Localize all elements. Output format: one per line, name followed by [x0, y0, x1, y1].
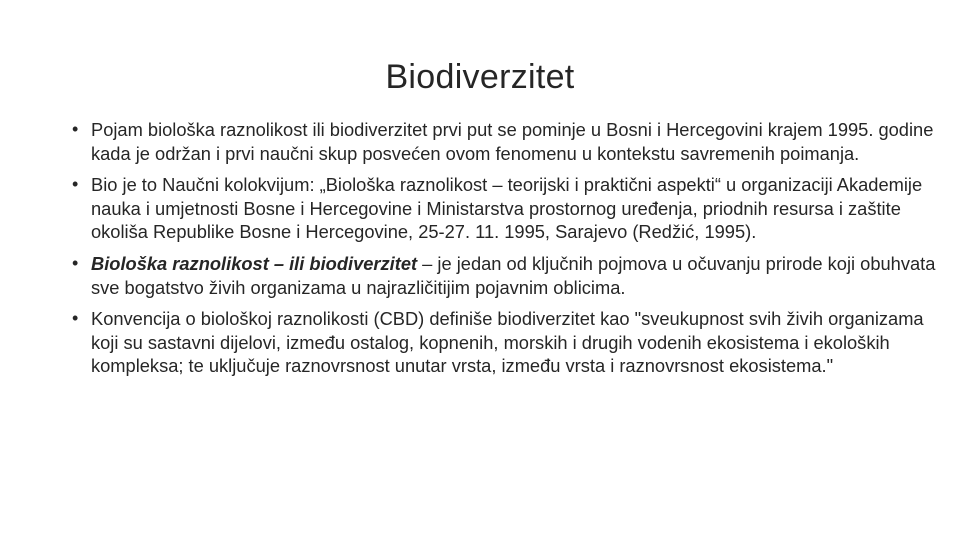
bullet-emphasis: Biološka raznolikost – ili biodiverzitet: [91, 252, 418, 274]
bullet-list: [72, 118, 942, 386]
bullet-text: Pojam biološka raznolikost ili biodiverzitet prvi put se pominje u Bosni i Hercegovini krajem 1995. godine kada je održan i prvi naučni skup posvećen ovom fenomenu u kontekstu savremenih poimanja.: [91, 119, 934, 164]
bullet-text: Konvencija o biološkoj raznolikosti (CBD) definiše biodiverzitet kao "sveukupnost svih živih organizama koji su sastavni dijelovi, između ostalog, kopnenih, morskih i drugih vodenih ekosistema i ekoloških kompleksa; te uključuje raznovrsnost unutar vrsta, između vrsta i raznovrsnost ekosistema.": [91, 308, 924, 377]
bullet-dot: •: [72, 174, 79, 195]
bullet-dot: •: [72, 252, 79, 273]
bullet-dot: •: [72, 308, 79, 329]
bullet-text: – je jedan od ključnih pojmova u očuvanju prirode koji obuhvata sve bogatstvo živih organizama u najrazličitijim pojavnim oblicima.: [91, 252, 936, 298]
bullet-item: [72, 252, 942, 299]
bullet-item: [72, 118, 942, 165]
bullet-text: Bio je to Naučni kolokvijum: „Biološka raznolikost – teorijski i praktični aspekti“ u organizaciji Akademije nauka i umjetnosti Bosne i Hercegovine i Ministarstva prostornog uređenja, priodnih resursa i zaštite okoliša Republike Bosne i Hercegovine, 25-27. 11. 1995, Sarajevo (Redžić, 1995).: [91, 174, 923, 243]
bullet-item: [72, 173, 942, 244]
bullet-dot: •: [72, 119, 79, 139]
bullet-item: [72, 307, 942, 378]
slide-title: Biodiverzitet: [385, 58, 575, 96]
